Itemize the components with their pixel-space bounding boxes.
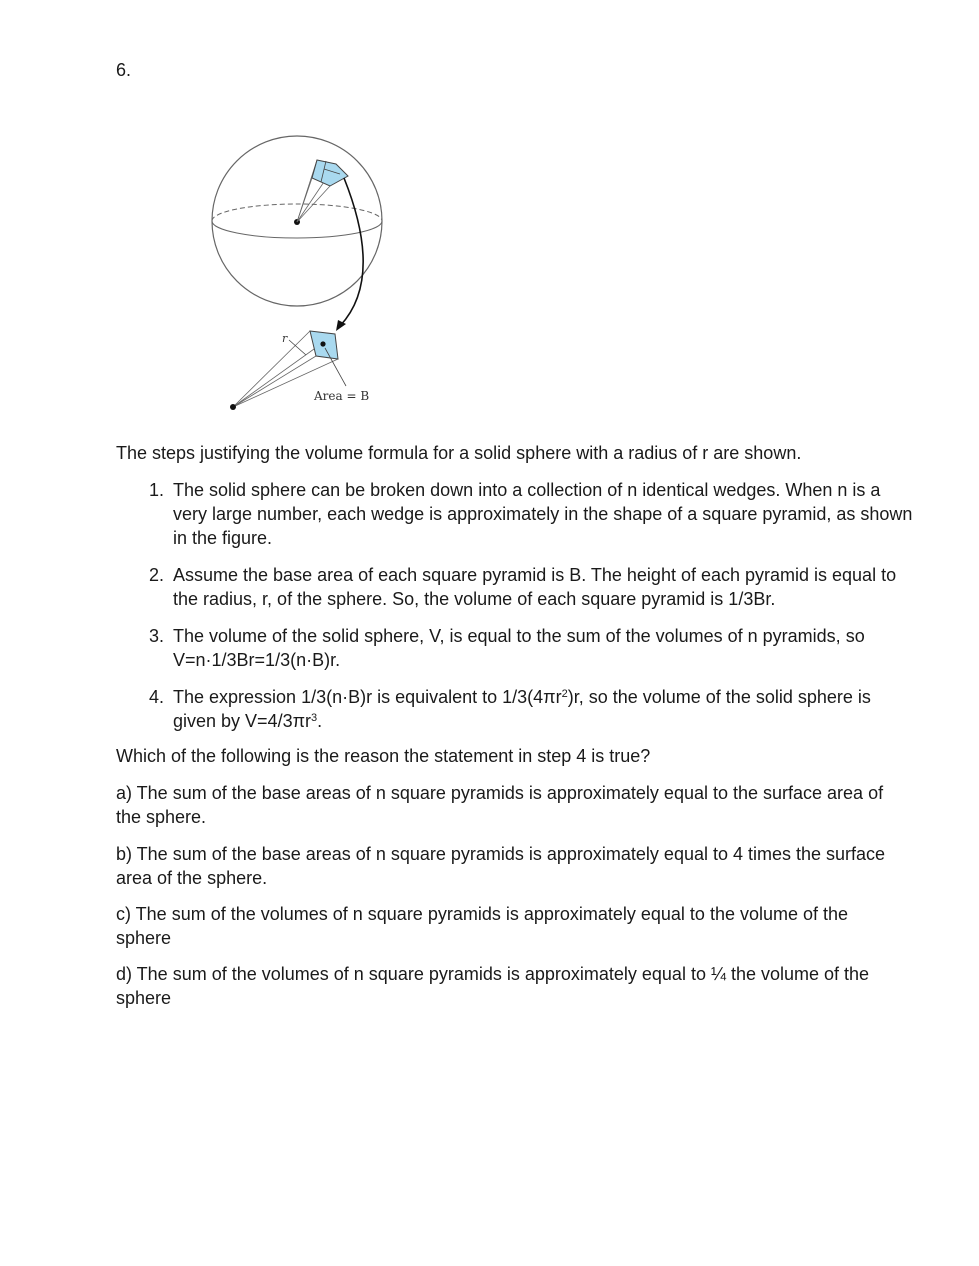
step-text: The expression 1/3(n·B)r is equivalent to $1/3(4\pi r^2)r$, so the volume of the solid sphere is given by $V=4/3\pi r^3$. <box>173 687 871 731</box>
label-r: r <box>282 332 288 345</box>
step-text: The volume of the solid sphere, V, is equal to the sum of the volumes of n pyramids, so V=n·1/3Br=1/3(n·B)r. <box>173 626 865 670</box>
sphere-patch <box>312 160 348 186</box>
step-number: 2. <box>148 565 164 585</box>
question-number: 6. <box>116 60 132 80</box>
step-number: 4. <box>148 687 164 707</box>
step-item <box>116 624 916 672</box>
question-text: Which of the following is the reason the statement in step 4 is true? <box>116 746 651 766</box>
pyramid-base-center <box>320 341 325 346</box>
step-number: 3. <box>148 626 164 646</box>
step-item <box>116 478 916 550</box>
sphere-diagram <box>200 128 400 418</box>
sphere-pyramid-figure <box>200 128 400 418</box>
option-d[interactable]: d) The sum of the volumes of n square pyramids is approximately equal to ¼ the volume of the sphere <box>116 964 870 1008</box>
intro-text: The steps justifying the volume formula for a solid sphere with a radius of r are shown. <box>116 443 802 463</box>
option-a[interactable]: a) The sum of the base areas of n square pyramids is approximately equal to the surface area of the sphere. <box>116 783 884 827</box>
steps-list <box>116 478 916 746</box>
label-area: Area = B <box>314 389 370 403</box>
step-number: 1. <box>148 480 164 500</box>
transfer-arrow <box>340 178 363 326</box>
option-c[interactable]: c) The sum of the volumes of n square pyramids is approximately equal to the volume of the sphere <box>116 904 849 948</box>
step-text: The solid sphere can be broken down into a collection of n identical wedges. When n is a very large number, each wedge is approximately in the shape of a square pyramid, as shown in the figure. <box>173 480 913 548</box>
step-text: Assume the base area of each square pyramid is B. The height of each pyramid is equal to the radius, r, of the sphere. So, the volume of each square pyramid is 1/3Br. <box>173 565 897 609</box>
option-b[interactable]: b) The sum of the base areas of n square pyramids is approximately equal to 4 times the surface area of the sphere. <box>116 844 886 888</box>
step-item <box>116 563 916 611</box>
step-item <box>116 685 916 733</box>
pyramid-apex <box>230 404 236 410</box>
